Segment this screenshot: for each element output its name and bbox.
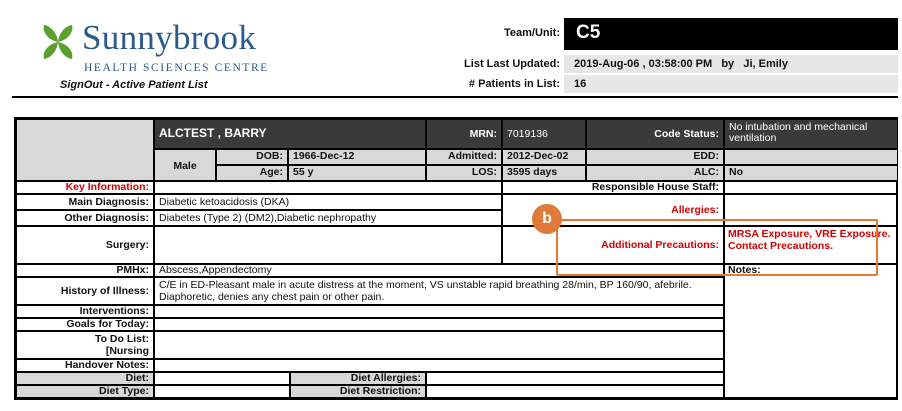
los-label: LOS: bbox=[426, 165, 502, 181]
brand-name: Sunnybrook bbox=[82, 18, 257, 57]
handover-value bbox=[154, 359, 724, 372]
photo-placeholder bbox=[16, 119, 154, 181]
los-value: 3595 days bbox=[502, 165, 586, 181]
diet-label: Diet: bbox=[16, 372, 154, 385]
patient-sex: Male bbox=[154, 149, 216, 181]
count-shade bbox=[564, 75, 898, 93]
handover-label: Handover Notes: bbox=[16, 359, 154, 372]
surgery-value bbox=[154, 226, 502, 264]
list-title: SignOut - Active Patient List bbox=[60, 79, 208, 91]
mrn-label: MRN: bbox=[426, 119, 502, 149]
code-status-value: No intubation and mechanical ventilation bbox=[724, 119, 898, 149]
header-divider bbox=[12, 96, 898, 98]
other-dx-value: Diabetes (Type 2) (DM2),Diabetic nephropathy bbox=[154, 210, 502, 226]
hoi-value: C/E in ED-Pleasant male in acute distress at the moment, VS unstable rapid breathing 28/min, BP 160/90, afebrile. Diaphoretic, denies any chest pain or other pain. bbox=[154, 277, 724, 305]
notes-label: Notes: bbox=[728, 264, 761, 276]
surgery-label: Surgery: bbox=[16, 226, 154, 264]
count-label: # Patients in List: bbox=[468, 78, 560, 90]
diet-allergies-value bbox=[426, 372, 724, 385]
count-value: 16 bbox=[574, 78, 587, 90]
alc-value: No bbox=[724, 165, 898, 181]
updated-value: 2019-Aug-06 , 03:58:00 PM by Ji, Emily bbox=[574, 58, 788, 70]
diet-restriction-label: Diet Restriction: bbox=[290, 385, 426, 398]
diet-type-value bbox=[154, 385, 290, 398]
team-value: C5 bbox=[564, 18, 898, 50]
main-dx-value: Diabetic ketoacidosis (DKA) bbox=[154, 194, 502, 210]
leaf-logo-icon bbox=[38, 22, 78, 62]
edd-value bbox=[724, 149, 898, 165]
diet-restriction-value bbox=[426, 385, 724, 398]
admitted-value: 2012-Dec-02 bbox=[502, 149, 586, 165]
age-value: 55 y bbox=[288, 165, 426, 181]
age-label: Age: bbox=[216, 165, 288, 181]
key-info-value bbox=[154, 181, 502, 194]
goals-label: Goals for Today: bbox=[16, 318, 154, 331]
precautions-label: Additional Precautions: bbox=[502, 226, 724, 264]
diet-type-label: Diet Type: bbox=[16, 385, 154, 398]
code-status-label: Code Status: bbox=[586, 119, 724, 149]
resp-staff-value bbox=[724, 181, 898, 194]
dob-value: 1966-Dec-12 bbox=[288, 149, 426, 165]
key-info-label: Key Information: bbox=[16, 181, 154, 194]
notes-box bbox=[724, 264, 898, 398]
main-dx-label: Main Diagnosis: bbox=[16, 194, 154, 210]
interventions-label: Interventions: bbox=[16, 305, 154, 318]
diet-value bbox=[154, 372, 290, 385]
pmhx-label: PMHx: bbox=[16, 264, 154, 277]
resp-staff-label: Responsible House Staff: bbox=[502, 181, 724, 194]
precautions-value: MRSA Exposure, VRE Exposure. Contact Precautions. bbox=[724, 226, 898, 264]
patient-name: ALCTEST , BARRY bbox=[154, 119, 426, 149]
allergies-label: Allergies: bbox=[502, 194, 724, 226]
interventions-value bbox=[154, 305, 724, 318]
todo-label: To Do List: [Nursing bbox=[16, 331, 154, 359]
dob-label: DOB: bbox=[216, 149, 288, 165]
brand-subtitle: HEALTH SCIENCES CENTRE bbox=[84, 62, 269, 74]
alc-label: ALC: bbox=[586, 165, 724, 181]
todo-value bbox=[154, 331, 724, 359]
hoi-label: History of Illness: bbox=[16, 277, 154, 305]
edd-label: EDD: bbox=[586, 149, 724, 165]
precautions-highlight-box bbox=[556, 219, 878, 276]
annotation-marker: b bbox=[532, 204, 562, 234]
diet-allergies-label: Diet Allergies: bbox=[290, 372, 426, 385]
other-dx-label: Other Diagnosis: bbox=[16, 210, 154, 226]
admitted-label: Admitted: bbox=[426, 149, 502, 165]
mrn-value: 7019136 bbox=[502, 119, 586, 149]
team-label: Team/Unit: bbox=[503, 27, 560, 39]
updated-label: List Last Updated: bbox=[464, 58, 560, 70]
goals-value bbox=[154, 318, 724, 331]
pmhx-value: Abscess,Appendectomy bbox=[154, 264, 724, 277]
